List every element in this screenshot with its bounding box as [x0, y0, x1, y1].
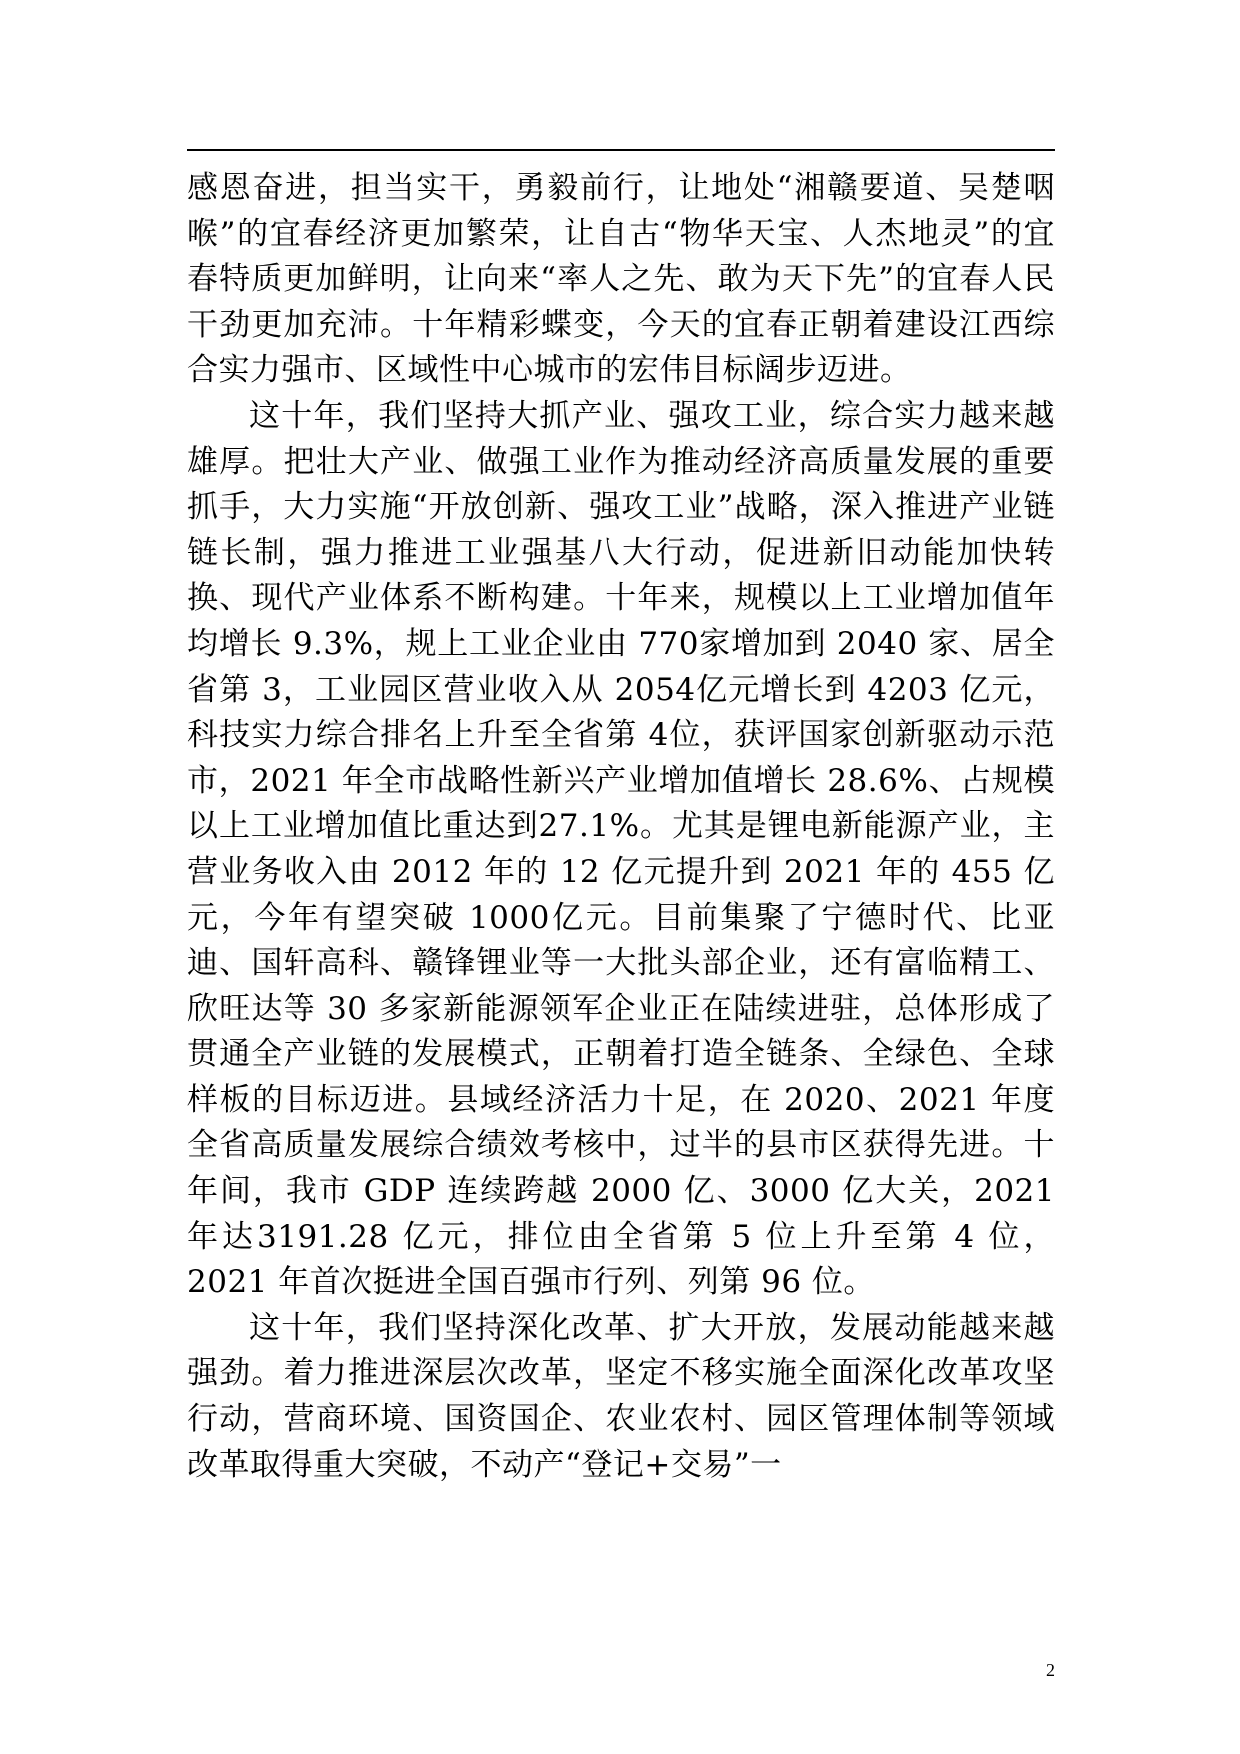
paragraph-continued: 感恩奋进，担当实干，勇毅前行，让地处“湘赣要道、吴楚咽喉”的宜春经济更加繁荣，让自古“物华天宝、人杰地灵”的宜春特质更加鲜明，让向来“率人之先、敢为天下先”的宜春人民干劲更加充沛。十年精彩蝶变，今天的宜春正朝着建设江西综合实力强市、区域性中心城市的宏伟目标阔步迈进。 — [187, 170, 1055, 389]
page-number: 2 — [1046, 1660, 1055, 1680]
paragraph-reform: 这十年，我们坚持深化改革、扩大开放，发展动能越来越强劲。着力推进深层次改革，坚定不移实施全面深化改革攻坚行动，营商环境、国资国企、农业农村、园区管理体制等领域改革取得重大突破，不动产“登记+交易”一 — [187, 1309, 1055, 1483]
body-text — [187, 166, 1055, 1488]
paragraph-industry: 这十年，我们坚持大抓产业、强攻工业，综合实力越来越雄厚。把壮大产业、做强工业作为推动经济高质量发展的重要抓手，大力实施“开放创新、强攻工业”战略，深入推进产业链链长制，强力推进工业强基八大行动，促进新旧动能加快转换、现代产业体系不断构建。十年来，规模以上工业增加值年均增长 9.3%，规上工业企业由 770家增加到 2040 家、居全省第 3，工业园区营业收入从 2054亿元增长到 4203 亿元，科技实力综合排名上升至全省第 4位，获评国家创新驱动示范市，2021 年全市战略性新兴产业增加值增长 28.6%、占规模以上工业增加值比重达到27.1%。尤其是锂电新能源产业，主营业务收入由 2012 年的 12 亿元提升到 2021 年的 455 亿元，今年有望突破 1000亿元。目前集聚了宁德时代、比亚迪、国轩高科、赣锋锂业等一大批头部企业，还有富临精工、欣旺达等 30 多家新能源领军企业正在陆续进驻，总体形成了贯通全产业链的发展模式，正朝着打造全链条、全绿色、全球样板的目标迈进。县域经济活力十足，在 2020、2021 年度全省高质量发展综合绩效考核中，过半的县市区获得先进。十年间，我市 GDP 连续跨越 2000 亿、3000 亿大关，2021 年达3191.28 亿元，排位由全省第 5 位上升至第 4 位，2021 年首次挺进全国百强市行列、列第 96 位。 — [187, 397, 1055, 1301]
header-rule — [187, 149, 1055, 151]
